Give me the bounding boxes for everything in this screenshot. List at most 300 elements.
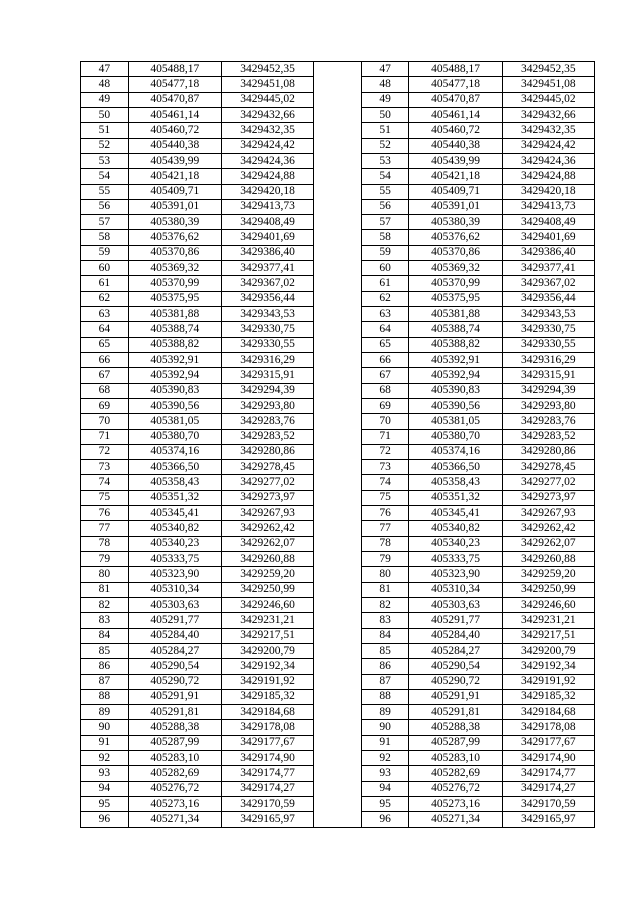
left-x-coordinate: 405369,32	[128, 261, 221, 276]
right-y-coordinate: 3429262,07	[502, 536, 594, 551]
right-point-number: 91	[361, 735, 409, 750]
left-y-coordinate: 3429424,36	[221, 153, 313, 168]
right-x-coordinate: 405273,16	[409, 797, 502, 812]
table-row	[81, 751, 595, 766]
right-point-number: 82	[361, 597, 409, 612]
column-gap	[314, 490, 362, 505]
left-point-number: 84	[81, 628, 129, 643]
table-row	[81, 659, 595, 674]
left-point-number: 50	[81, 107, 129, 122]
table-row	[81, 245, 595, 260]
left-y-coordinate: 3429262,42	[221, 521, 313, 536]
column-gap	[314, 797, 362, 812]
left-point-number: 73	[81, 460, 129, 475]
left-x-coordinate: 405381,88	[128, 307, 221, 322]
right-y-coordinate: 3429445,02	[502, 92, 594, 107]
right-point-number: 68	[361, 383, 409, 398]
right-point-number: 79	[361, 552, 409, 567]
left-y-coordinate: 3429165,97	[221, 812, 313, 827]
right-y-coordinate: 3429367,02	[502, 276, 594, 291]
left-point-number: 60	[81, 261, 129, 276]
column-gap	[314, 705, 362, 720]
right-x-coordinate: 405291,81	[409, 705, 502, 720]
column-gap	[314, 337, 362, 352]
left-y-coordinate: 3429267,93	[221, 506, 313, 521]
table-row	[81, 735, 595, 750]
left-x-coordinate: 405284,27	[128, 643, 221, 658]
right-x-coordinate: 405440,38	[409, 138, 502, 153]
table-row	[81, 506, 595, 521]
column-gap	[314, 138, 362, 153]
left-point-number: 76	[81, 506, 129, 521]
column-gap	[314, 781, 362, 796]
right-y-coordinate: 3429246,60	[502, 597, 594, 612]
right-point-number: 52	[361, 138, 409, 153]
left-x-coordinate: 405271,34	[128, 812, 221, 827]
right-y-coordinate: 3429330,55	[502, 337, 594, 352]
right-point-number: 76	[361, 506, 409, 521]
left-x-coordinate: 405470,87	[128, 92, 221, 107]
left-point-number: 88	[81, 689, 129, 704]
left-x-coordinate: 405351,32	[128, 490, 221, 505]
right-point-number: 71	[361, 429, 409, 444]
right-x-coordinate: 405287,99	[409, 735, 502, 750]
left-point-number: 78	[81, 536, 129, 551]
left-x-coordinate: 405303,63	[128, 597, 221, 612]
right-x-coordinate: 405388,82	[409, 337, 502, 352]
left-y-coordinate: 3429259,20	[221, 567, 313, 582]
left-y-coordinate: 3429192,34	[221, 659, 313, 674]
column-gap	[314, 506, 362, 521]
right-x-coordinate: 405284,27	[409, 643, 502, 658]
column-gap	[314, 444, 362, 459]
right-x-coordinate: 405390,83	[409, 383, 502, 398]
left-y-coordinate: 3429424,42	[221, 138, 313, 153]
left-point-number: 53	[81, 153, 129, 168]
left-point-number: 71	[81, 429, 129, 444]
left-y-coordinate: 3429178,08	[221, 720, 313, 735]
right-y-coordinate: 3429293,80	[502, 398, 594, 413]
table-row	[81, 77, 595, 92]
left-point-number: 64	[81, 322, 129, 337]
left-y-coordinate: 3429246,60	[221, 597, 313, 612]
table-row	[81, 613, 595, 628]
table-row	[81, 352, 595, 367]
right-x-coordinate: 405282,69	[409, 766, 502, 781]
right-point-number: 93	[361, 766, 409, 781]
left-y-coordinate: 3429170,59	[221, 797, 313, 812]
right-y-coordinate: 3429262,42	[502, 521, 594, 536]
left-point-number: 56	[81, 199, 129, 214]
left-x-coordinate: 405380,39	[128, 215, 221, 230]
right-point-number: 87	[361, 674, 409, 689]
right-x-coordinate: 405370,86	[409, 245, 502, 260]
left-x-coordinate: 405358,43	[128, 475, 221, 490]
right-point-number: 96	[361, 812, 409, 827]
left-point-number: 83	[81, 613, 129, 628]
right-x-coordinate: 405477,18	[409, 77, 502, 92]
column-gap	[314, 398, 362, 413]
left-x-coordinate: 405283,10	[128, 751, 221, 766]
column-gap	[314, 689, 362, 704]
left-y-coordinate: 3429408,49	[221, 215, 313, 230]
right-point-number: 56	[361, 199, 409, 214]
right-point-number: 81	[361, 582, 409, 597]
left-point-number: 91	[81, 735, 129, 750]
left-x-coordinate: 405392,94	[128, 368, 221, 383]
left-x-coordinate: 405366,50	[128, 460, 221, 475]
right-x-coordinate: 405284,40	[409, 628, 502, 643]
right-x-coordinate: 405323,90	[409, 567, 502, 582]
left-x-coordinate: 405376,62	[128, 230, 221, 245]
right-y-coordinate: 3429174,77	[502, 766, 594, 781]
left-x-coordinate: 405284,40	[128, 628, 221, 643]
left-y-coordinate: 3429343,53	[221, 307, 313, 322]
right-point-number: 70	[361, 414, 409, 429]
right-y-coordinate: 3429200,79	[502, 643, 594, 658]
table-row	[81, 781, 595, 796]
left-x-coordinate: 405290,54	[128, 659, 221, 674]
right-point-number: 75	[361, 490, 409, 505]
column-gap	[314, 276, 362, 291]
table-row	[81, 276, 595, 291]
left-point-number: 47	[81, 62, 129, 77]
column-gap	[314, 62, 362, 77]
right-y-coordinate: 3429184,68	[502, 705, 594, 720]
left-y-coordinate: 3429445,02	[221, 92, 313, 107]
right-y-coordinate: 3429294,39	[502, 383, 594, 398]
table-row	[81, 597, 595, 612]
right-y-coordinate: 3429217,51	[502, 628, 594, 643]
left-y-coordinate: 3429432,66	[221, 107, 313, 122]
left-point-number: 82	[81, 597, 129, 612]
right-x-coordinate: 405310,34	[409, 582, 502, 597]
right-point-number: 63	[361, 307, 409, 322]
right-point-number: 89	[361, 705, 409, 720]
right-point-number: 92	[361, 751, 409, 766]
left-y-coordinate: 3429420,18	[221, 184, 313, 199]
left-x-coordinate: 405388,74	[128, 322, 221, 337]
right-point-number: 54	[361, 169, 409, 184]
right-x-coordinate: 405439,99	[409, 153, 502, 168]
left-point-number: 75	[81, 490, 129, 505]
column-gap	[314, 123, 362, 138]
right-x-coordinate: 405375,95	[409, 291, 502, 306]
table-row	[81, 123, 595, 138]
left-y-coordinate: 3429367,02	[221, 276, 313, 291]
right-x-coordinate: 405380,39	[409, 215, 502, 230]
right-y-coordinate: 3429420,18	[502, 184, 594, 199]
right-y-coordinate: 3429377,41	[502, 261, 594, 276]
left-point-number: 79	[81, 552, 129, 567]
table-row	[81, 567, 595, 582]
right-x-coordinate: 405392,91	[409, 352, 502, 367]
table-row	[81, 184, 595, 199]
left-y-coordinate: 3429277,02	[221, 475, 313, 490]
left-x-coordinate: 405381,05	[128, 414, 221, 429]
right-x-coordinate: 405392,94	[409, 368, 502, 383]
coordinates-table-body	[81, 62, 595, 828]
right-x-coordinate: 405390,56	[409, 398, 502, 413]
column-gap	[314, 720, 362, 735]
right-y-coordinate: 3429401,69	[502, 230, 594, 245]
table-row	[81, 322, 595, 337]
column-gap	[314, 475, 362, 490]
column-gap	[314, 735, 362, 750]
right-point-number: 58	[361, 230, 409, 245]
right-point-number: 51	[361, 123, 409, 138]
column-gap	[314, 766, 362, 781]
column-gap	[314, 169, 362, 184]
right-x-coordinate: 405290,72	[409, 674, 502, 689]
right-x-coordinate: 405340,23	[409, 536, 502, 551]
table-row	[81, 169, 595, 184]
left-x-coordinate: 405370,86	[128, 245, 221, 260]
right-point-number: 84	[361, 628, 409, 643]
left-x-coordinate: 405310,34	[128, 582, 221, 597]
column-gap	[314, 153, 362, 168]
right-y-coordinate: 3429330,75	[502, 322, 594, 337]
left-y-coordinate: 3429413,73	[221, 199, 313, 214]
left-point-number: 80	[81, 567, 129, 582]
right-y-coordinate: 3429316,29	[502, 352, 594, 367]
left-x-coordinate: 405333,75	[128, 552, 221, 567]
left-point-number: 58	[81, 230, 129, 245]
left-x-coordinate: 405391,01	[128, 199, 221, 214]
left-point-number: 49	[81, 92, 129, 107]
right-y-coordinate: 3429432,35	[502, 123, 594, 138]
left-x-coordinate: 405290,72	[128, 674, 221, 689]
left-x-coordinate: 405287,99	[128, 735, 221, 750]
left-y-coordinate: 3429174,27	[221, 781, 313, 796]
table-row	[81, 199, 595, 214]
column-gap	[314, 812, 362, 827]
table-row	[81, 536, 595, 551]
table-row	[81, 643, 595, 658]
right-y-coordinate: 3429259,20	[502, 567, 594, 582]
right-point-number: 65	[361, 337, 409, 352]
left-x-coordinate: 405291,91	[128, 689, 221, 704]
right-y-coordinate: 3429278,45	[502, 460, 594, 475]
right-y-coordinate: 3429356,44	[502, 291, 594, 306]
column-gap	[314, 383, 362, 398]
left-y-coordinate: 3429185,32	[221, 689, 313, 704]
left-x-coordinate: 405282,69	[128, 766, 221, 781]
coordinates-table	[80, 61, 595, 828]
column-gap	[314, 77, 362, 92]
right-point-number: 86	[361, 659, 409, 674]
left-y-coordinate: 3429250,99	[221, 582, 313, 597]
right-y-coordinate: 3429250,99	[502, 582, 594, 597]
left-point-number: 90	[81, 720, 129, 735]
left-point-number: 96	[81, 812, 129, 827]
right-point-number: 49	[361, 92, 409, 107]
right-x-coordinate: 405391,01	[409, 199, 502, 214]
left-y-coordinate: 3429231,21	[221, 613, 313, 628]
right-point-number: 59	[361, 245, 409, 260]
left-y-coordinate: 3429177,67	[221, 735, 313, 750]
right-y-coordinate: 3429432,66	[502, 107, 594, 122]
right-x-coordinate: 405283,10	[409, 751, 502, 766]
table-row	[81, 720, 595, 735]
right-y-coordinate: 3429424,88	[502, 169, 594, 184]
right-x-coordinate: 405421,18	[409, 169, 502, 184]
right-y-coordinate: 3429408,49	[502, 215, 594, 230]
right-point-number: 83	[361, 613, 409, 628]
left-x-coordinate: 405291,77	[128, 613, 221, 628]
left-point-number: 52	[81, 138, 129, 153]
right-y-coordinate: 3429386,40	[502, 245, 594, 260]
right-y-coordinate: 3429191,92	[502, 674, 594, 689]
left-x-coordinate: 405273,16	[128, 797, 221, 812]
left-x-coordinate: 405276,72	[128, 781, 221, 796]
right-x-coordinate: 405470,87	[409, 92, 502, 107]
right-point-number: 69	[361, 398, 409, 413]
column-gap	[314, 245, 362, 260]
left-point-number: 62	[81, 291, 129, 306]
left-point-number: 92	[81, 751, 129, 766]
right-y-coordinate: 3429413,73	[502, 199, 594, 214]
left-x-coordinate: 405409,71	[128, 184, 221, 199]
right-x-coordinate: 405488,17	[409, 62, 502, 77]
left-y-coordinate: 3429451,08	[221, 77, 313, 92]
right-y-coordinate: 3429343,53	[502, 307, 594, 322]
right-x-coordinate: 405381,05	[409, 414, 502, 429]
column-gap	[314, 460, 362, 475]
right-y-coordinate: 3429231,21	[502, 613, 594, 628]
left-y-coordinate: 3429184,68	[221, 705, 313, 720]
table-row	[81, 460, 595, 475]
right-x-coordinate: 405380,70	[409, 429, 502, 444]
right-point-number: 95	[361, 797, 409, 812]
left-y-coordinate: 3429330,55	[221, 337, 313, 352]
left-point-number: 87	[81, 674, 129, 689]
right-point-number: 77	[361, 521, 409, 536]
right-point-number: 67	[361, 368, 409, 383]
left-x-coordinate: 405375,95	[128, 291, 221, 306]
right-x-coordinate: 405376,62	[409, 230, 502, 245]
right-x-coordinate: 405374,16	[409, 444, 502, 459]
column-gap	[314, 92, 362, 107]
left-y-coordinate: 3429278,45	[221, 460, 313, 475]
right-x-coordinate: 405366,50	[409, 460, 502, 475]
left-point-number: 65	[81, 337, 129, 352]
table-row	[81, 689, 595, 704]
left-point-number: 67	[81, 368, 129, 383]
table-row	[81, 92, 595, 107]
column-gap	[314, 429, 362, 444]
right-y-coordinate: 3429452,35	[502, 62, 594, 77]
right-y-coordinate: 3429185,32	[502, 689, 594, 704]
table-row	[81, 307, 595, 322]
right-x-coordinate: 405271,34	[409, 812, 502, 827]
table-row	[81, 215, 595, 230]
right-y-coordinate: 3429267,93	[502, 506, 594, 521]
table-row	[81, 490, 595, 505]
left-x-coordinate: 405291,81	[128, 705, 221, 720]
left-point-number: 72	[81, 444, 129, 459]
left-point-number: 59	[81, 245, 129, 260]
left-y-coordinate: 3429293,80	[221, 398, 313, 413]
left-y-coordinate: 3429200,79	[221, 643, 313, 658]
right-x-coordinate: 405409,71	[409, 184, 502, 199]
column-gap	[314, 322, 362, 337]
table-row	[81, 337, 595, 352]
left-point-number: 70	[81, 414, 129, 429]
left-x-coordinate: 405323,90	[128, 567, 221, 582]
left-y-coordinate: 3429260,88	[221, 552, 313, 567]
right-y-coordinate: 3429174,27	[502, 781, 594, 796]
right-y-coordinate: 3429451,08	[502, 77, 594, 92]
table-row	[81, 230, 595, 245]
column-gap	[314, 582, 362, 597]
left-x-coordinate: 405340,82	[128, 521, 221, 536]
table-row	[81, 475, 595, 490]
left-point-number: 69	[81, 398, 129, 413]
left-point-number: 48	[81, 77, 129, 92]
column-gap	[314, 107, 362, 122]
right-point-number: 62	[361, 291, 409, 306]
right-point-number: 72	[361, 444, 409, 459]
right-point-number: 88	[361, 689, 409, 704]
table-row	[81, 261, 595, 276]
column-gap	[314, 261, 362, 276]
left-point-number: 89	[81, 705, 129, 720]
left-x-coordinate: 405477,18	[128, 77, 221, 92]
table-row	[81, 766, 595, 781]
table-row	[81, 383, 595, 398]
left-x-coordinate: 405390,56	[128, 398, 221, 413]
column-gap	[314, 215, 362, 230]
column-gap	[314, 659, 362, 674]
left-x-coordinate: 405370,99	[128, 276, 221, 291]
left-point-number: 94	[81, 781, 129, 796]
left-y-coordinate: 3429330,75	[221, 322, 313, 337]
left-point-number: 51	[81, 123, 129, 138]
right-y-coordinate: 3429280,86	[502, 444, 594, 459]
right-point-number: 48	[361, 77, 409, 92]
table-row	[81, 398, 595, 413]
right-point-number: 66	[361, 352, 409, 367]
table-row	[81, 414, 595, 429]
left-y-coordinate: 3429294,39	[221, 383, 313, 398]
left-point-number: 68	[81, 383, 129, 398]
right-point-number: 61	[361, 276, 409, 291]
right-y-coordinate: 3429177,67	[502, 735, 594, 750]
column-gap	[314, 184, 362, 199]
column-gap	[314, 536, 362, 551]
left-y-coordinate: 3429174,77	[221, 766, 313, 781]
left-y-coordinate: 3429377,41	[221, 261, 313, 276]
right-x-coordinate: 405291,77	[409, 613, 502, 628]
left-x-coordinate: 405288,38	[128, 720, 221, 735]
right-point-number: 85	[361, 643, 409, 658]
right-y-coordinate: 3429424,42	[502, 138, 594, 153]
right-x-coordinate: 405345,41	[409, 506, 502, 521]
right-point-number: 73	[361, 460, 409, 475]
right-point-number: 90	[361, 720, 409, 735]
table-row	[81, 552, 595, 567]
left-y-coordinate: 3429283,76	[221, 414, 313, 429]
left-x-coordinate: 405345,41	[128, 506, 221, 521]
right-point-number: 94	[361, 781, 409, 796]
table-row	[81, 444, 595, 459]
right-y-coordinate: 3429192,34	[502, 659, 594, 674]
left-y-coordinate: 3429386,40	[221, 245, 313, 260]
column-gap	[314, 368, 362, 383]
column-gap	[314, 751, 362, 766]
right-y-coordinate: 3429260,88	[502, 552, 594, 567]
